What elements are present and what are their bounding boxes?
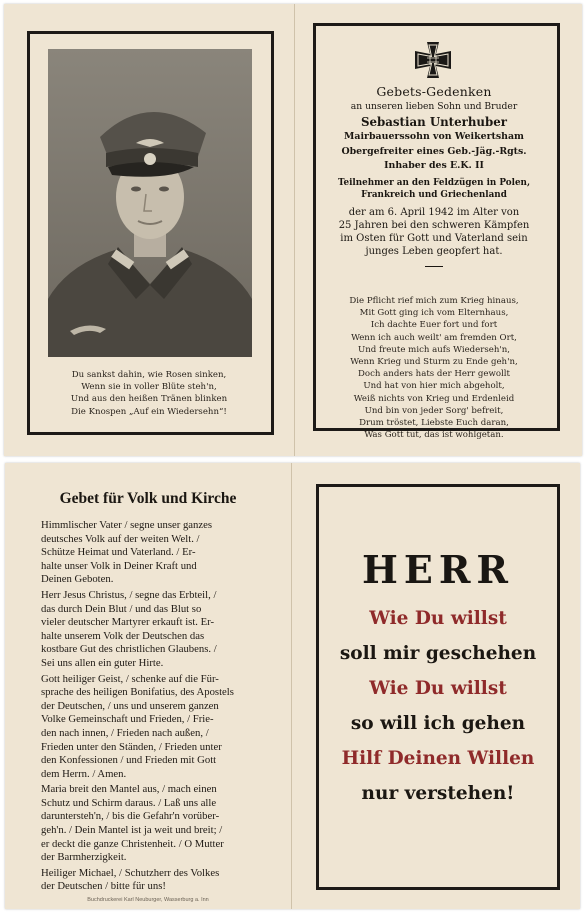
prayer-line: vieler deutscher Martyrer erkauft ist. Er- bbox=[41, 616, 215, 629]
prayer-line: dem Herrn. / Amen. bbox=[41, 767, 127, 780]
prayer-line: Heiliger Michael, / Schutzherr des Volkes bbox=[41, 866, 220, 879]
iron-cross-icon bbox=[414, 41, 452, 79]
divider bbox=[425, 266, 443, 268]
poem-line: Ich dachte Euer fort und fort bbox=[370, 320, 498, 331]
caption-line: Wenn sie in voller Blüte steh'n, bbox=[81, 382, 217, 393]
prayer-line: Sei uns allen ein guter Hirte. bbox=[41, 656, 164, 669]
prayer-text bbox=[41, 519, 281, 894]
detail-line: Mairbauerssohn von Weikertsham bbox=[344, 131, 524, 142]
portrait-photo bbox=[48, 49, 252, 357]
prayer-line: der Deutschen, / uns und unserem ganzen bbox=[41, 699, 219, 712]
verse-block bbox=[319, 547, 557, 811]
poem-line: Und bin von jeder Sorg' befreit, bbox=[364, 405, 504, 416]
portrait-illustration bbox=[48, 49, 252, 357]
verse-line: Wie Du willst bbox=[369, 608, 507, 629]
prayer-line: halte unser Volk in Deiner Kraft und bbox=[41, 559, 197, 572]
poem-line: Mit Gott ging ich vom Elternhaus, bbox=[359, 308, 509, 319]
prayer-line: Schutz und Schirm daraus. / Laß uns alle bbox=[41, 796, 217, 809]
soldier-poem bbox=[316, 295, 552, 441]
verse-line: Hilf Deinen Willen bbox=[341, 748, 535, 769]
printer-imprint bbox=[5, 886, 291, 905]
prayer-line: Himmlischer Vater / segne unser ganzes bbox=[41, 519, 213, 531]
prayer-line: Volke Gemeinschaft und Frieden, / Frie- bbox=[41, 713, 214, 726]
prayer-line: deutsches Volk auf der weiten Welt. / bbox=[41, 532, 200, 545]
prayer-line: Gott heiliger Geist, / schenke auf die Für- bbox=[41, 672, 219, 685]
detail-line: Inhaber des E.K. II bbox=[384, 160, 484, 171]
poem-line: Wenn ich auch weilt' am fremden Ort, bbox=[351, 332, 517, 343]
card-fold bbox=[291, 463, 292, 909]
caption-line: Die Knospen „Auf ein Wiedersehn“! bbox=[71, 406, 227, 417]
prayer-line: der Barmherzigkeit. bbox=[41, 851, 127, 864]
prayer-line: er deckt die ganze Christenheit. / O Mutter bbox=[41, 837, 224, 850]
prayer-line: Maria breit den Mantel aus, / mach einen bbox=[41, 783, 217, 796]
memorial-header: Gebets-Gedenken bbox=[376, 84, 492, 99]
memorial-text bbox=[316, 84, 552, 274]
prayer-line: der Deutschen / bitte für uns! bbox=[41, 880, 166, 893]
photo-caption bbox=[44, 369, 254, 418]
poem-line: Und hat von hier mich abgeholt, bbox=[363, 381, 505, 392]
prayer-line: geh'n. / Dein Mantel ist ja weit und breit; / bbox=[41, 824, 223, 837]
poem-line: Was Gott tut, das ist wohlgetan. bbox=[364, 430, 504, 441]
prayer-line: den Konfessionen / und Frieden mit Gott bbox=[41, 754, 217, 767]
prayer-line: kostbare Gut des christlichen Glaubens. / bbox=[41, 643, 217, 656]
death-line: der am 6. April 1942 im Alter von bbox=[348, 206, 520, 218]
prayer-line: den nach innen, / Frieden nach außen, / bbox=[41, 726, 209, 739]
campaign-line: Frankreich und Griechenland bbox=[361, 190, 507, 200]
prayer-line: sprache des heiligen Bonifatius, des Apostels bbox=[41, 686, 234, 699]
prayer-line: Herr Jesus Christus, / segne das Erbteil, / bbox=[41, 588, 217, 601]
memorial-subheader: an unseren lieben Sohn und Bruder bbox=[350, 101, 518, 112]
verse-title: HERR bbox=[361, 547, 515, 592]
prayer-line: das durch Dein Blut / und das Blut so bbox=[41, 602, 202, 615]
memorial-card-front bbox=[4, 4, 582, 456]
prayer-title: Gebet für Volk und Kirche bbox=[59, 490, 237, 507]
verse-line: nur verstehen! bbox=[361, 783, 515, 804]
caption-line: Du sankst dahin, wie Rosen sinken, bbox=[71, 370, 227, 380]
prayer-line: Frieden unter den Ständen, / Frieden unter bbox=[41, 740, 222, 753]
memorial-card-back bbox=[5, 463, 580, 909]
death-line: junges Leben geopfert hat. bbox=[365, 245, 503, 257]
prayer-line: Deinen Geboten. bbox=[41, 573, 114, 586]
prayer-line: daruntersteh'n, / bis die Gefahr'n vorüber- bbox=[41, 810, 220, 823]
poem-line: Drum tröstet, Liebste Euch daran, bbox=[359, 418, 509, 429]
verse-line: Wie Du willst bbox=[369, 678, 507, 699]
prayer-line: halte unserem Volk der Deutschen das bbox=[41, 629, 205, 642]
campaign-line: Teilnehmer an den Feldzügen in Polen, bbox=[337, 177, 531, 188]
caption-line: Und aus den heißen Tränen blinken bbox=[70, 394, 228, 405]
verse-line: soll mir geschehen bbox=[339, 643, 537, 664]
poem-line: Die Pflicht rief mich zum Krieg hinaus, bbox=[349, 296, 519, 306]
prayer-line: Schütze Heimat und Vaterland. / Er- bbox=[41, 546, 196, 559]
verse-line: so will ich gehen bbox=[350, 713, 526, 734]
poem-line: Wenn Krieg und Sturm zu Ende geh'n, bbox=[350, 357, 518, 368]
printer-line: Buchdruckerei Karl Neuburger, Wasserburg a. Inn bbox=[87, 897, 209, 903]
deceased-name: Sebastian Unterhuber bbox=[361, 115, 507, 129]
card-fold bbox=[294, 4, 295, 456]
death-line: im Osten für Gott und Vaterland sein bbox=[340, 232, 528, 244]
detail-line: Obergefreiter eines Geb.-Jäg.-Rgts. bbox=[341, 145, 527, 157]
poem-line: Und freute mich aufs Wiederseh'n, bbox=[357, 344, 511, 355]
poem-line: Weiß nichts von Krieg und Erdenleid bbox=[353, 393, 515, 404]
poem-line: Doch anders hats der Herr gewollt bbox=[358, 369, 510, 380]
death-line: 25 Jahren bei den schweren Kämpfen bbox=[338, 219, 530, 231]
